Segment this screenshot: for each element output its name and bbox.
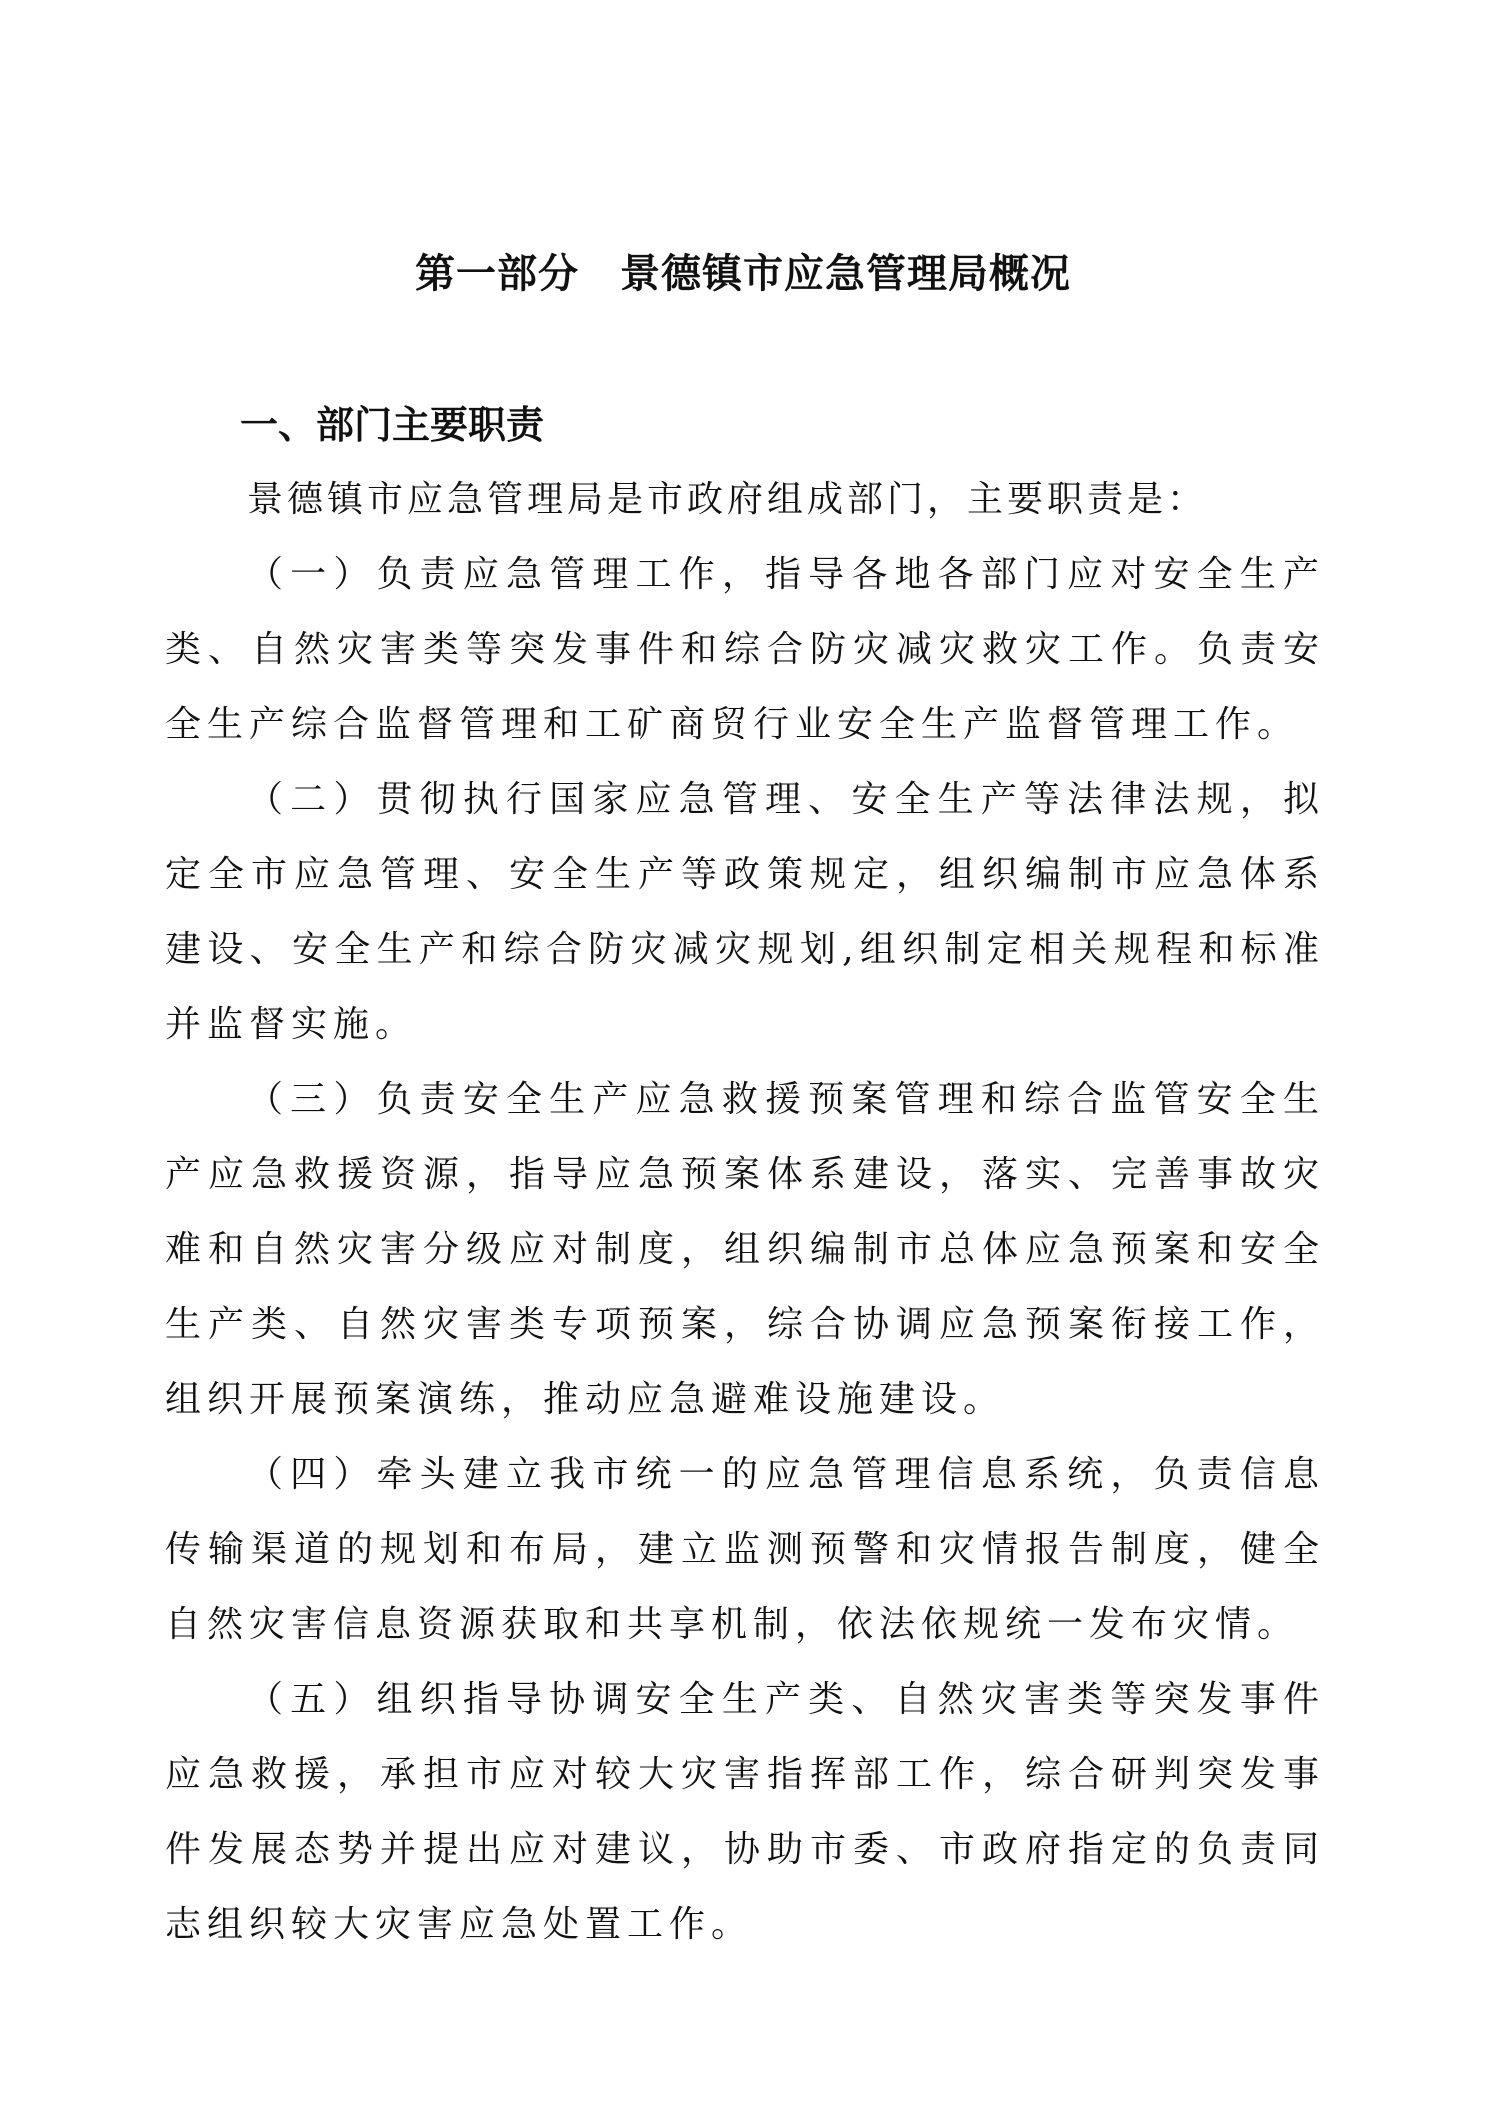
- document-title: 第一部分 景德镇市应急管理局概况: [415, 251, 1071, 297]
- duty-paragraph-5: （五）组织指导协调安全生产类、自然灾害类等突发事件应急救援，承担市应对较大灾害指挥部工作，综合研判突发事件发展态势并提出应对建议，协助市委、市政府指定的负责同志组织较大灾害应急处置工作。: [165, 1679, 1325, 1945]
- duty-paragraph-1: （一）负责应急管理工作，指导各地各部门应对安全生产类、自然灾害类等突发事件和综合防灾减灾救灾工作。负责安全生产综合监督管理和工矿商贸行业安全生产监督管理工作。: [165, 554, 1325, 745]
- section-body: [165, 462, 1325, 1962]
- duty-paragraph-4: （四）牵头建立我市统一的应急管理信息系统，负责信息传输渠道的规划和布局，建立监测预警和灾情报告制度，健全自然灾害信息资源获取和共享机制，依法依规统一发布灾情。: [165, 1454, 1325, 1645]
- duty-paragraph-2: （二）贯彻执行国家应急管理、安全生产等法律法规，拟定全市应急管理、安全生产等政策规定，组织编制市应急体系建设、安全生产和综合防灾减灾规划,组织制定相关规程和标准并监督实施。: [165, 779, 1325, 1045]
- intro-paragraph: 景德镇市应急管理局是市政府组成部门，主要职责是：: [247, 479, 1208, 520]
- duty-paragraph-3: （三）负责安全生产应急救援预案管理和综合监管安全生产应急救援资源，指导应急预案体系建设，落实、完善事故灾难和自然灾害分级应对制度，组织编制市总体应急预案和安全生产类、自然灾害类专项预案，综合协调应急预案衔接工作，组织开展预案演练，推动应急避难设施建设。: [165, 1079, 1325, 1420]
- section-heading: 一、部门主要职责: [240, 403, 545, 447]
